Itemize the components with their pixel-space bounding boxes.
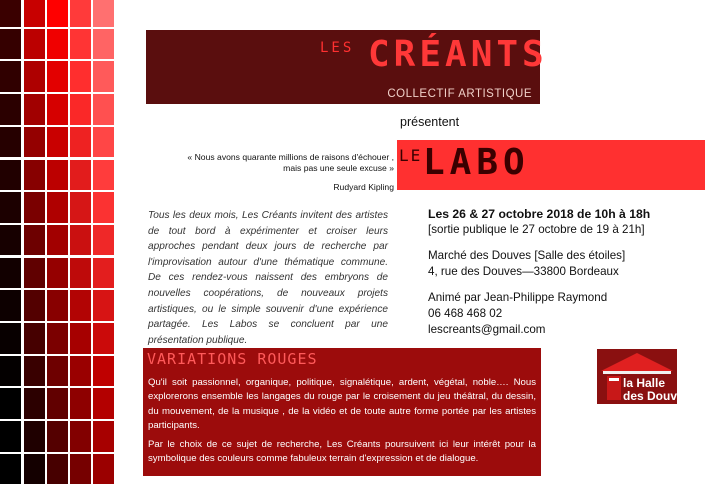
- color-swatch: [47, 258, 68, 289]
- color-swatch: [47, 290, 68, 321]
- color-swatch: [70, 94, 91, 125]
- color-swatch: [70, 127, 91, 158]
- color-swatch: [24, 454, 45, 485]
- header-banner: [146, 30, 548, 104]
- color-swatch: [93, 225, 114, 256]
- color-swatch: [70, 0, 91, 27]
- header-creants: CRÉANTS: [368, 34, 548, 75]
- color-swatch: [47, 225, 68, 256]
- quote-block: [154, 152, 394, 193]
- color-swatch: [47, 94, 68, 125]
- presentent-label: présentent: [400, 115, 460, 129]
- color-swatch: [47, 0, 68, 27]
- event-animator: Animé par Jean-Philippe Raymond: [428, 291, 608, 304]
- color-swatch: [93, 61, 114, 92]
- logo-line-2: des Douves: [623, 389, 691, 403]
- header-subtitle: COLLECTIF ARTISTIQUE: [387, 88, 532, 100]
- color-swatch: [70, 192, 91, 223]
- color-swatch: [70, 225, 91, 256]
- color-swatch: [47, 454, 68, 485]
- color-swatch: [70, 356, 91, 387]
- variations-paragraph-2: Par le choix de ce sujet de recherche, Les Créants poursuivent ici leur intérêt pour la symbolique des couleurs comme fabuleux terrain d'expression et de dialogue.: [148, 438, 536, 465]
- event-venue: Marché des Douves [Salle des étoiles]: [428, 249, 626, 262]
- labo-le: LE: [399, 146, 423, 165]
- color-swatch: [47, 356, 68, 387]
- color-swatch: [24, 29, 45, 60]
- color-swatch: [47, 160, 68, 191]
- color-swatch: [24, 127, 45, 158]
- color-swatch: [47, 323, 68, 354]
- color-swatch: [0, 225, 21, 256]
- color-swatch: [93, 290, 114, 321]
- color-swatch: [47, 29, 68, 60]
- labo-banner: [397, 140, 705, 190]
- color-swatch: [0, 127, 21, 158]
- color-swatch: [47, 388, 68, 419]
- color-swatch: [24, 94, 45, 125]
- color-swatch: [93, 160, 114, 191]
- color-swatch: [70, 421, 91, 452]
- color-swatch: [0, 454, 21, 485]
- color-swatch: [0, 160, 21, 191]
- variations-panel: [143, 348, 541, 476]
- color-swatch: [24, 388, 45, 419]
- color-swatch: [0, 94, 21, 125]
- event-info: [428, 206, 698, 338]
- color-swatch: [93, 94, 114, 125]
- logo-line-1: la Halle: [623, 376, 666, 390]
- color-swatch: [47, 421, 68, 452]
- event-email[interactable]: lescreants@gmail.com: [428, 323, 546, 336]
- color-swatch: [24, 225, 45, 256]
- color-swatch: [93, 356, 114, 387]
- color-swatch: [70, 160, 91, 191]
- color-swatch: [0, 61, 21, 92]
- color-swatch: [93, 127, 114, 158]
- quote-line-2: mais pas une seule excuse »: [283, 163, 394, 173]
- color-swatch: [0, 29, 21, 60]
- color-swatch: [24, 160, 45, 191]
- color-swatch: [0, 421, 21, 452]
- color-swatch: [24, 0, 45, 27]
- color-swatch: [70, 454, 91, 485]
- halle-logo-graphic: [597, 349, 691, 404]
- color-swatch: [47, 127, 68, 158]
- variations-paragraph-1: Qu'il soit passionnel, organique, politique, signalétique, ardent, végétal, noble…. Nous explorerons ensemble les langages du rouge par le croisement du jeu théâtral, du dessin, du mouvement, de la musique , de la vidéo et de toute autre forme portée par les artistes participants.: [148, 377, 536, 432]
- color-swatch: [24, 290, 45, 321]
- color-swatch: [93, 29, 114, 60]
- color-swatch: [47, 61, 68, 92]
- color-swatch: [93, 0, 114, 27]
- color-swatch: [24, 192, 45, 223]
- quote-line-1: « Nous avons quarante millions de raisons d'échouer ,: [187, 152, 394, 162]
- color-swatch: [70, 388, 91, 419]
- event-phone: 06 468 468 02: [428, 307, 503, 320]
- color-swatch: [24, 356, 45, 387]
- red-swatch-grid: [0, 0, 140, 498]
- event-dates: Les 26 & 27 octobre 2018 de 10h à 18h: [428, 207, 651, 221]
- quote-author: Rudyard Kipling: [333, 182, 394, 192]
- color-swatch: [70, 258, 91, 289]
- color-swatch: [0, 290, 21, 321]
- intro-paragraph: Tous les deux mois, Les Créants invitent des artistes de tout bord à expérimenter et croiser leurs approches pendant deux jours de recherche par l'improvisation autour d'une thématique commune. De ces rendez-vous naissent des embryons de nouvelles coopérations, de nouveaux projets artistiques, ou le simple souvenir d'une expérience partagée. Les Labos se concluent par une présentation publique.: [148, 210, 388, 346]
- color-swatch: [24, 323, 45, 354]
- color-swatch: [93, 454, 114, 485]
- color-swatch: [47, 192, 68, 223]
- color-swatch: [93, 323, 114, 354]
- color-swatch: [70, 29, 91, 60]
- color-swatch: [93, 258, 114, 289]
- color-swatch: [24, 421, 45, 452]
- color-swatch: [70, 61, 91, 92]
- labo-title: LABO: [423, 142, 530, 183]
- color-swatch: [0, 0, 21, 27]
- color-swatch: [0, 323, 21, 354]
- event-public-showing: [sortie publique le 27 octobre de 19 à 21h]: [428, 223, 645, 236]
- color-swatch: [0, 388, 21, 419]
- event-address: 4, rue des Douves—33800 Bordeaux: [428, 265, 619, 278]
- color-swatch: [24, 258, 45, 289]
- color-swatch: [0, 192, 21, 223]
- variations-title: VARIATIONS ROUGES: [147, 350, 318, 368]
- halle-des-douves-logo: [597, 349, 691, 404]
- header-les: LES: [320, 40, 355, 56]
- color-swatch: [0, 356, 21, 387]
- color-swatch: [93, 388, 114, 419]
- color-swatch: [93, 421, 114, 452]
- color-swatch: [70, 323, 91, 354]
- color-swatch: [0, 258, 21, 289]
- color-swatch: [24, 61, 45, 92]
- color-swatch: [70, 290, 91, 321]
- color-swatch: [93, 192, 114, 223]
